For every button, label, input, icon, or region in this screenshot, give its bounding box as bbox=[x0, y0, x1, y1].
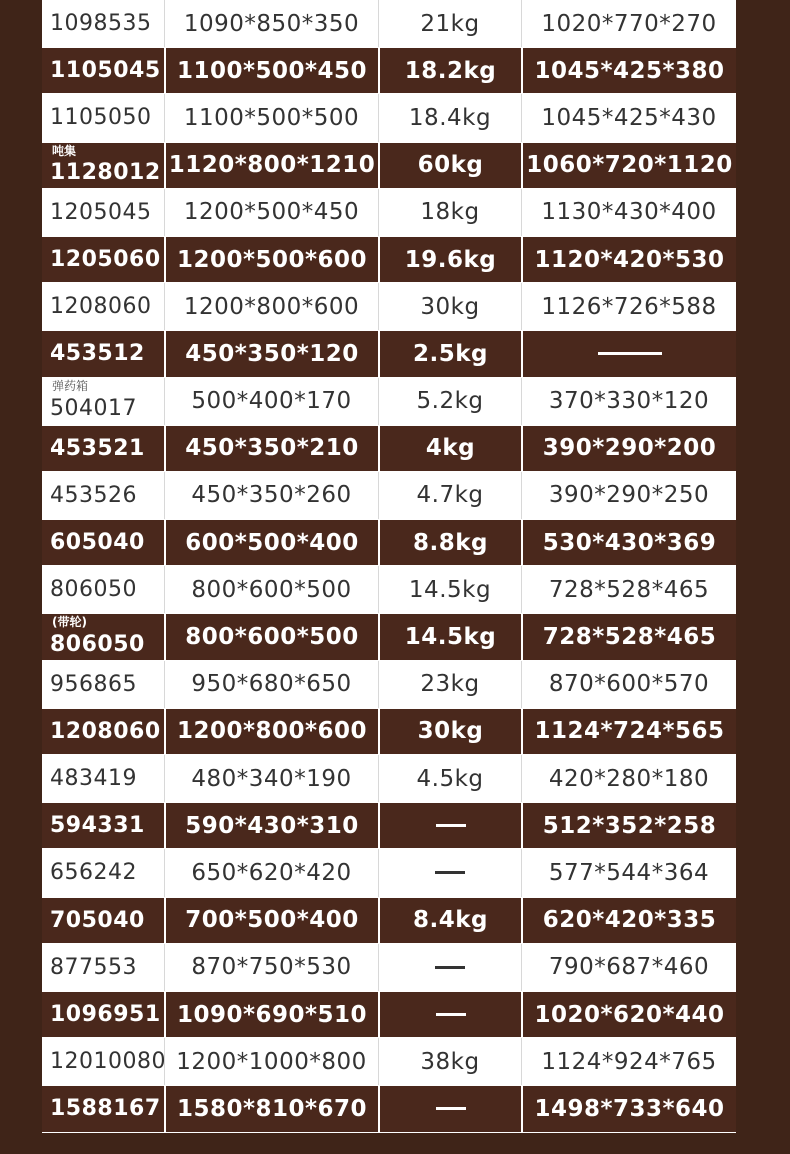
outer-size-cell bbox=[164, 426, 378, 471]
table-row bbox=[42, 802, 736, 849]
weight-cell-text: 18.2kg bbox=[404, 57, 497, 84]
model-cell bbox=[42, 472, 164, 519]
model-cell-text: 605040 bbox=[50, 530, 145, 556]
model-cell-text: 956865 bbox=[50, 671, 137, 697]
inner-size-cell bbox=[521, 709, 736, 754]
outer-size-cell-text: 1200*1000*800 bbox=[176, 1048, 367, 1075]
weight-cell bbox=[378, 48, 521, 93]
inner-size-cell bbox=[521, 849, 736, 896]
model-cell-text: 453526 bbox=[50, 482, 137, 508]
weight-cell-text: 14.5kg bbox=[408, 576, 492, 603]
outer-size-cell-text: 1090*850*350 bbox=[183, 10, 360, 37]
weight-cell bbox=[378, 944, 521, 991]
model-cell bbox=[42, 331, 164, 376]
outer-size-cell bbox=[164, 1086, 378, 1131]
model-cell-text: 1205060 bbox=[50, 247, 161, 273]
inner-size-cell bbox=[521, 331, 736, 376]
weight-cell-text: 4kg bbox=[425, 435, 476, 462]
inner-size-cell-text: 577*544*364 bbox=[548, 859, 710, 886]
outer-size-cell bbox=[164, 283, 378, 330]
weight-cell bbox=[378, 0, 521, 47]
table-row bbox=[42, 236, 736, 283]
table-row bbox=[42, 897, 736, 944]
weight-cell bbox=[378, 1038, 521, 1085]
weight-cell-text: 19.6kg bbox=[404, 246, 497, 273]
inner-size-cell bbox=[521, 944, 736, 991]
model-cell bbox=[42, 614, 164, 659]
model-cell bbox=[42, 755, 164, 802]
inner-size-cell-text: 1045*425*430 bbox=[541, 104, 717, 131]
model-cell bbox=[42, 661, 164, 708]
model-cell-text: 1105045 bbox=[50, 58, 161, 84]
inner-size-cell bbox=[521, 614, 736, 659]
inner-size-cell bbox=[521, 0, 736, 47]
model-cell bbox=[42, 1038, 164, 1085]
dash-placeholder bbox=[436, 1107, 466, 1110]
model-cell-text: 453521 bbox=[50, 435, 145, 461]
weight-cell bbox=[378, 143, 521, 188]
model-note: 弹药箱 bbox=[52, 378, 89, 393]
dash-placeholder bbox=[436, 1013, 466, 1016]
inner-size-cell bbox=[521, 1038, 736, 1085]
model-cell-text: 806050 bbox=[50, 631, 145, 657]
table-row bbox=[42, 47, 736, 94]
table-row bbox=[42, 142, 736, 189]
model-note: 吨集 bbox=[52, 143, 77, 158]
inner-size-cell bbox=[521, 283, 736, 330]
dash-placeholder bbox=[435, 871, 465, 874]
weight-cell bbox=[378, 520, 521, 565]
inner-size-cell-text: 728*528*465 bbox=[542, 624, 717, 651]
weight-cell-text: 60kg bbox=[417, 152, 484, 179]
model-cell-text: 1098535 bbox=[50, 11, 152, 37]
weight-cell bbox=[378, 94, 521, 141]
model-cell-text: 483419 bbox=[50, 766, 137, 792]
inner-size-cell-text: 870*600*570 bbox=[548, 671, 710, 698]
table-row bbox=[42, 189, 736, 236]
table-row bbox=[42, 1038, 736, 1085]
table-row bbox=[42, 519, 736, 566]
outer-size-cell bbox=[164, 143, 378, 188]
table-row bbox=[42, 566, 736, 613]
model-cell-text: 1208060 bbox=[50, 294, 152, 320]
model-cell-text: 1205045 bbox=[50, 199, 152, 225]
inner-size-cell-text: 420*280*180 bbox=[548, 765, 710, 792]
inner-size-cell-text: 1020*620*440 bbox=[534, 1001, 725, 1028]
table-row bbox=[42, 849, 736, 896]
inner-size-cell-text: 1124*724*565 bbox=[534, 718, 725, 745]
model-cell-text: 1588167 bbox=[50, 1096, 161, 1122]
inner-size-cell bbox=[521, 378, 736, 425]
weight-cell-text: 8.4kg bbox=[412, 907, 488, 934]
model-cell-text: 453512 bbox=[50, 341, 145, 367]
outer-size-cell-text: 1200*500*450 bbox=[183, 199, 360, 226]
inner-size-cell-text: 390*290*200 bbox=[542, 435, 717, 462]
outer-size-cell-text: 1120*800*1210 bbox=[168, 152, 376, 179]
inner-size-cell-text: 1126*726*588 bbox=[541, 293, 717, 320]
inner-size-cell-text: 1045*425*380 bbox=[534, 57, 725, 84]
table-row bbox=[42, 0, 736, 47]
model-cell-text: 594331 bbox=[50, 813, 145, 839]
model-cell bbox=[42, 898, 164, 943]
model-cell-text: 1128012 bbox=[50, 159, 161, 185]
inner-size-cell bbox=[521, 755, 736, 802]
outer-size-cell bbox=[164, 709, 378, 754]
model-cell-text: 877553 bbox=[50, 954, 137, 980]
inner-size-cell bbox=[521, 803, 736, 848]
model-cell bbox=[42, 0, 164, 47]
model-cell bbox=[42, 189, 164, 236]
inner-size-cell bbox=[521, 472, 736, 519]
outer-size-cell-text: 700*500*400 bbox=[185, 907, 359, 934]
weight-cell bbox=[378, 378, 521, 425]
weight-cell bbox=[378, 898, 521, 943]
inner-size-cell-text: 370*330*120 bbox=[548, 388, 710, 415]
inner-size-cell-text: 728*528*465 bbox=[548, 576, 710, 603]
weight-cell bbox=[378, 803, 521, 848]
spec-table bbox=[42, 0, 736, 1133]
weight-cell bbox=[378, 755, 521, 802]
table-row bbox=[42, 378, 736, 425]
table-row bbox=[42, 1085, 736, 1132]
outer-size-cell-text: 1200*800*600 bbox=[183, 293, 360, 320]
model-cell bbox=[42, 944, 164, 991]
model-cell-text: 656242 bbox=[50, 860, 137, 886]
weight-cell-text: 4.5kg bbox=[416, 765, 484, 792]
inner-size-cell bbox=[521, 426, 736, 471]
weight-cell-text: 18.4kg bbox=[408, 104, 492, 131]
model-cell bbox=[42, 94, 164, 141]
outer-size-cell bbox=[164, 849, 378, 896]
weight-cell-text: 5.2kg bbox=[416, 388, 484, 415]
model-note: (带轮) bbox=[52, 615, 87, 630]
outer-size-cell bbox=[164, 566, 378, 613]
outer-size-cell-text: 800*600*500 bbox=[191, 576, 352, 603]
weight-cell-text: 18kg bbox=[420, 199, 480, 226]
weight-cell bbox=[378, 189, 521, 236]
outer-size-cell-text: 1090*690*510 bbox=[176, 1001, 368, 1028]
weight-cell-text: 23kg bbox=[420, 671, 480, 698]
table-row bbox=[42, 425, 736, 472]
weight-cell bbox=[378, 426, 521, 471]
outer-size-cell bbox=[164, 378, 378, 425]
table-row bbox=[42, 94, 736, 141]
dash-placeholder bbox=[436, 824, 466, 827]
inner-size-cell-text: 1124*924*765 bbox=[541, 1048, 717, 1075]
outer-size-cell bbox=[164, 94, 378, 141]
weight-cell bbox=[378, 566, 521, 613]
outer-size-cell bbox=[164, 331, 378, 376]
table-row bbox=[42, 330, 736, 377]
inner-size-cell-text: 390*290*250 bbox=[548, 482, 710, 509]
weight-cell-text: 14.5kg bbox=[404, 624, 497, 651]
model-cell-text: 504017 bbox=[50, 395, 137, 421]
outer-size-cell-text: 1200*800*600 bbox=[176, 718, 368, 745]
inner-size-cell bbox=[521, 566, 736, 613]
outer-size-cell-text: 500*400*170 bbox=[191, 388, 352, 415]
inner-size-cell-text: 1498*733*640 bbox=[534, 1095, 725, 1122]
weight-cell-text: 30kg bbox=[420, 293, 480, 320]
inner-size-cell bbox=[521, 48, 736, 93]
inner-size-cell-text: 1120*420*530 bbox=[534, 246, 725, 273]
weight-cell bbox=[378, 283, 521, 330]
inner-size-cell-text: 1020*770*270 bbox=[541, 10, 717, 37]
inner-size-cell-text: 620*420*335 bbox=[542, 907, 717, 934]
outer-size-cell-text: 950*680*650 bbox=[191, 671, 352, 698]
model-cell bbox=[42, 849, 164, 896]
model-cell bbox=[42, 237, 164, 282]
inner-size-cell bbox=[521, 189, 736, 236]
outer-size-cell-text: 800*600*500 bbox=[185, 624, 359, 651]
weight-cell bbox=[378, 237, 521, 282]
outer-size-cell bbox=[164, 48, 378, 93]
model-cell bbox=[42, 803, 164, 848]
weight-cell-text: 4.7kg bbox=[416, 482, 484, 509]
outer-size-cell-text: 650*620*420 bbox=[191, 859, 352, 886]
outer-size-cell-text: 1200*500*600 bbox=[176, 246, 368, 273]
outer-size-cell bbox=[164, 0, 378, 47]
model-cell-text: 806050 bbox=[50, 577, 137, 603]
inner-size-cell-text: 790*687*460 bbox=[548, 954, 710, 981]
model-cell-text: 12010080 bbox=[50, 1049, 166, 1075]
inner-size-cell-text: 1130*430*400 bbox=[541, 199, 717, 226]
model-cell bbox=[42, 709, 164, 754]
table-row bbox=[42, 708, 736, 755]
outer-size-cell-text: 590*430*310 bbox=[185, 812, 359, 839]
model-cell-text: 1208060 bbox=[50, 718, 161, 744]
outer-size-cell-text: 1580*810*670 bbox=[176, 1095, 368, 1122]
weight-cell bbox=[378, 709, 521, 754]
table-row bbox=[42, 944, 736, 991]
outer-size-cell bbox=[164, 614, 378, 659]
inner-size-cell bbox=[521, 992, 736, 1037]
outer-size-cell bbox=[164, 755, 378, 802]
outer-size-cell bbox=[164, 661, 378, 708]
inner-size-cell bbox=[521, 898, 736, 943]
outer-size-cell bbox=[164, 944, 378, 991]
inner-size-cell-text: 512*352*258 bbox=[542, 812, 717, 839]
inner-size-cell-text: 1060*720*1120 bbox=[526, 152, 733, 179]
outer-size-cell bbox=[164, 472, 378, 519]
inner-size-cell bbox=[521, 520, 736, 565]
outer-size-cell-text: 450*350*210 bbox=[185, 435, 359, 462]
inner-size-cell bbox=[521, 94, 736, 141]
outer-size-cell-text: 480*340*190 bbox=[191, 765, 352, 792]
weight-cell bbox=[378, 661, 521, 708]
model-cell-text: 1105050 bbox=[50, 105, 152, 131]
model-cell bbox=[42, 992, 164, 1037]
outer-size-cell-text: 600*500*400 bbox=[185, 529, 359, 556]
model-cell bbox=[42, 378, 164, 425]
dash-placeholder bbox=[435, 966, 465, 969]
weight-cell bbox=[378, 992, 521, 1037]
weight-cell-text: 2.5kg bbox=[412, 340, 488, 367]
weight-cell bbox=[378, 472, 521, 519]
model-cell bbox=[42, 566, 164, 613]
weight-cell-text: 38kg bbox=[420, 1048, 480, 1075]
outer-size-cell-text: 1100*500*500 bbox=[183, 104, 360, 131]
table-row bbox=[42, 991, 736, 1038]
weight-cell-text: 8.8kg bbox=[412, 529, 488, 556]
inner-size-cell bbox=[521, 1086, 736, 1131]
outer-size-cell bbox=[164, 520, 378, 565]
outer-size-cell-text: 450*350*260 bbox=[191, 482, 352, 509]
weight-cell-text: 30kg bbox=[417, 718, 484, 745]
weight-cell-text: 21kg bbox=[420, 10, 480, 37]
outer-size-cell bbox=[164, 1038, 378, 1085]
outer-size-cell-text: 870*750*530 bbox=[191, 954, 352, 981]
table-row bbox=[42, 472, 736, 519]
inner-size-cell bbox=[521, 661, 736, 708]
outer-size-cell bbox=[164, 992, 378, 1037]
table-row bbox=[42, 755, 736, 802]
table-row bbox=[42, 613, 736, 660]
outer-size-cell bbox=[164, 898, 378, 943]
weight-cell bbox=[378, 849, 521, 896]
model-cell-text: 1096951 bbox=[50, 1002, 161, 1028]
model-cell bbox=[42, 520, 164, 565]
model-cell bbox=[42, 426, 164, 471]
weight-cell bbox=[378, 614, 521, 659]
weight-cell bbox=[378, 1086, 521, 1131]
inner-size-cell-text: 530*430*369 bbox=[542, 529, 717, 556]
table-row bbox=[42, 661, 736, 708]
model-cell bbox=[42, 48, 164, 93]
inner-size-cell bbox=[521, 237, 736, 282]
outer-size-cell bbox=[164, 237, 378, 282]
outer-size-cell bbox=[164, 803, 378, 848]
model-cell bbox=[42, 143, 164, 188]
outer-size-cell-text: 450*350*120 bbox=[185, 340, 359, 367]
outer-size-cell bbox=[164, 189, 378, 236]
weight-cell bbox=[378, 331, 521, 376]
dash-placeholder bbox=[598, 352, 662, 355]
model-cell bbox=[42, 1086, 164, 1131]
model-cell-text: 705040 bbox=[50, 907, 145, 933]
model-cell bbox=[42, 283, 164, 330]
table-row bbox=[42, 283, 736, 330]
outer-size-cell-text: 1100*500*450 bbox=[176, 57, 368, 84]
inner-size-cell bbox=[521, 143, 736, 188]
